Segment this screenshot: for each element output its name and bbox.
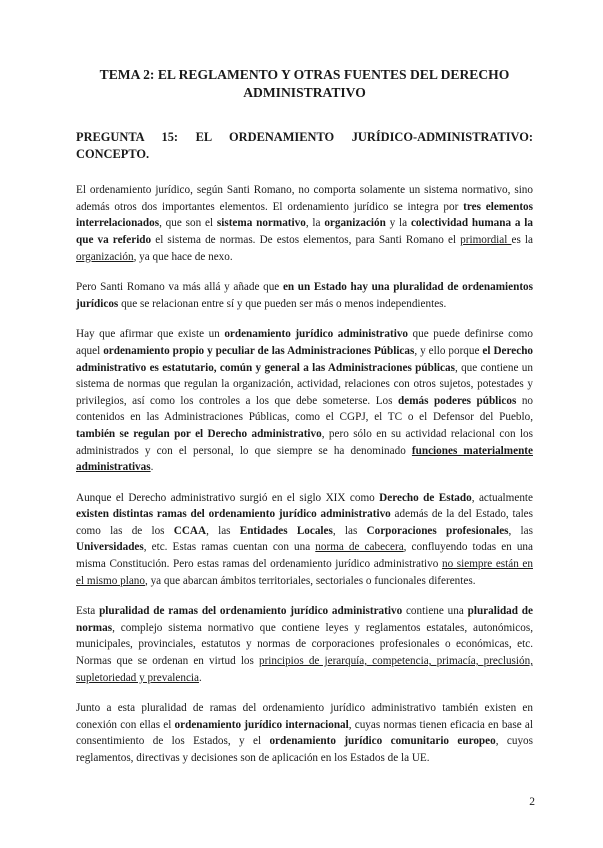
bold-underlined-text: funciones materialmente administrativas: [76, 444, 533, 474]
text-run: , confluyendo todas en una misma Constitución. Pero estas ramas del ordenamiento jurídico administrativo: [76, 541, 533, 571]
text-run: , las: [332, 524, 367, 537]
text-run: , pero sólo en su actividad relacional con los administrados y con el personal, lo que siempre se ha denominado: [76, 427, 533, 457]
bold-text: existen distintas ramas del ordenamiento jurídico administrativo: [76, 508, 391, 521]
bold-text: ordenamiento propio y peculiar de las Administraciones Públicas: [103, 344, 415, 357]
text-run: Aunque el Derecho administrativo surgió en el siglo XIX como: [76, 491, 380, 504]
text-run: , la: [305, 217, 325, 230]
paragraph-1: [76, 182, 533, 265]
bold-text: sistema normativo: [216, 217, 306, 230]
bold-text: demás poderes públicos: [398, 394, 517, 407]
underlined-text: principios de jerarquía, competencia, primacía, preclusión, supletoriedad y prevalencia: [76, 655, 533, 684]
bold-text: CCAA: [173, 524, 207, 537]
text-run: , y ello porque: [414, 344, 483, 357]
bold-text: Universidades: [76, 541, 144, 554]
underlined-text: primordial: [460, 233, 512, 246]
question-heading: PREGUNTA 15: EL ORDENAMIENTO JURÍDICO-ADMINISTRATIVO: CONCEPTO.: [76, 130, 533, 161]
paragraph-4: [76, 490, 533, 590]
bold-text: pluralidad de normas: [76, 605, 533, 634]
text-run: es la: [511, 233, 533, 246]
paragraph-2: [76, 279, 533, 312]
underlined-text: no siempre están en el mismo plano: [76, 558, 533, 587]
bold-text: ordenamiento jurídico internacional: [174, 718, 349, 731]
text-run: que se relacionan entre sí y que pueden ser más o menos independientes.: [118, 297, 447, 310]
text-run: , etc. Estas ramas cuentan con una: [143, 541, 316, 554]
paragraph-6: [76, 700, 533, 766]
paragraph-5: [76, 603, 533, 686]
paragraph-3: [76, 326, 533, 475]
text-run: , ya que hace de nexo.: [133, 250, 233, 263]
text-run: Esta: [76, 605, 100, 618]
document-title: TEMA 2: EL REGLAMENTO Y OTRAS FUENTES DEL DERECHO ADMINISTRATIVO: [99, 67, 510, 100]
text-run: y la: [385, 217, 411, 230]
bold-text: tres elementos interrelacionados: [76, 200, 533, 230]
text-run: Pero Santi Romano va más allá y añade que: [76, 281, 283, 294]
text-run: no contenidos en las Administraciones Públicas, como el CGPJ, el TC o el Defensor del Pueblo,: [76, 394, 534, 424]
text-run: Junto a esta pluralidad de ramas del ordenamiento jurídico administrativo también existen en conexión con ellas el: [76, 702, 533, 731]
text-run: , las: [508, 524, 533, 537]
underlined-text: norma de cabecera: [315, 541, 404, 554]
text-run: , que contiene un sistema de normas que regulan la organización, actividad, relaciones con otros sujetos, potestades y privilegios, así como los controles a los que debe someterse. Los: [76, 361, 533, 407]
text-run: el sistema de normas. De estos elementos, para Santi Romano el: [151, 233, 461, 246]
bold-text: ordenamiento jurídico comunitario europeo: [269, 735, 496, 748]
bold-text: también se regulan por el Derecho administrativo: [76, 427, 322, 440]
bold-text: colectividad humana a la que va referido: [76, 217, 533, 246]
bold-text: Derecho de Estado: [379, 491, 472, 504]
text-run: además de la del Estado, tales como las de los: [76, 508, 533, 537]
text-run: Hay que afirmar que existe un: [76, 328, 225, 341]
text-run: , complejo sistema normativo que contiene leyes y reglamentos estatales, autonómicos, municipales, provinciales, estatutos y normas de corporaciones profesionales o económicas, etc. Normas que se ordenan en virtud los: [76, 621, 533, 668]
bold-text: Entidades Locales: [239, 524, 333, 537]
text-run: El ordenamiento jurídico, según Santi Romano, no comporta solamente un sistema normativo, sino además otros dos importantes elementos. El ordenamiento jurídico se integra por: [76, 184, 533, 213]
text-run: .: [150, 461, 154, 474]
text-run: , que son el: [159, 217, 217, 230]
text-run: .: [199, 671, 202, 684]
text-run: , actualmente: [471, 491, 533, 504]
text-run: contiene una: [402, 605, 468, 618]
page-number: 2: [529, 796, 535, 808]
text-run: que puede definirse como aquel: [76, 328, 533, 357]
text-run: , las: [206, 524, 240, 537]
bold-text: ordenamiento jurídico administrativo: [224, 328, 409, 341]
bold-text: pluralidad de ramas del ordenamiento jurídico administrativo: [99, 605, 403, 618]
text-run: , ya que abarcan ámbitos territoriales, sectoriales o funcionales diferentes.: [144, 574, 476, 587]
bold-text: organización: [324, 217, 386, 230]
bold-text: el Derecho administrativo es estatutario, común y general a las Administraciones públicas: [76, 344, 534, 374]
bold-text: Corporaciones profesionales: [366, 524, 509, 537]
text-run: , cuyas normas tienen eficacia en base al consentimiento de los Estados, y el: [76, 718, 533, 748]
bold-text: en un Estado hay una pluralidad de ordenamientos jurídicos: [76, 281, 533, 310]
underlined-text: organización: [76, 250, 134, 263]
text-run: , cuyos reglamentos, directivas y decisiones son de aplicación en los Estados de la UE.: [76, 735, 533, 764]
